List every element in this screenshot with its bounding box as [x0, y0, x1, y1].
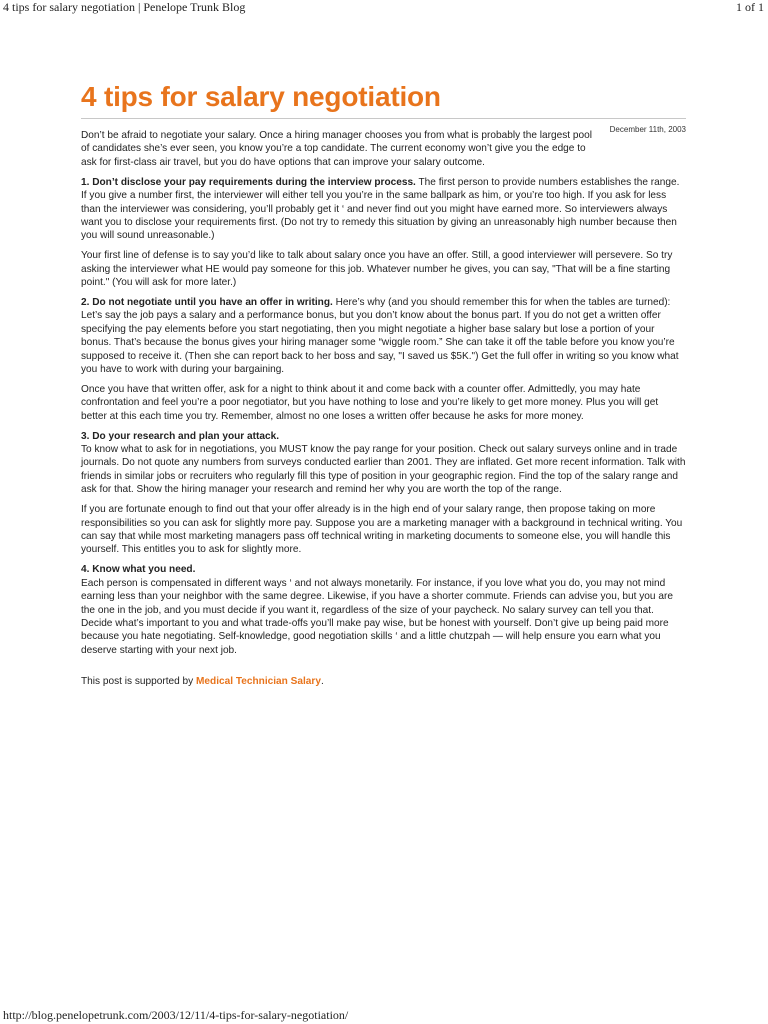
- article: [81, 80, 686, 695]
- tip-3-followup: If you are fortunate enough to find out that your offer already is in the high end of your salary range, then propose taking on more responsibilities so you can ask for slightly more pay. Suppose you are a marketing manager with a background in technical writing. You can say that while most marketing managers pass off technical writing in marketing documents to someone else, you will handle this yourself. This entitles you to ask for slightly more.: [81, 504, 683, 556]
- post-date: December 11th, 2003: [609, 125, 686, 134]
- post-title: 4 tips for salary negotiation: [81, 81, 441, 112]
- tip-1-paragraph: [81, 176, 686, 243]
- intro-paragraph: Don’t be afraid to negotiate your salary. Once a hiring manager chooses you from what is probably the largest pool of candidates she’s ever seen, you know you’re a top candidate. The current economy won’t give you the edge to ask for first-class air travel, but you do have options that can improve your salary outcome.: [81, 130, 592, 168]
- tip-3-paragraph: [81, 430, 686, 497]
- tip-2-followup: Once you have that written offer, ask for a night to think about it and come back with a counter offer. Admittedly, you may hate confrontation and feel you’re a poor negotiator, but you have nothing to lose and you’re likely to get more money. Plus you will get better at this each time you try. Remember, almost no one loses a written offer because he asks for more money.: [81, 383, 659, 422]
- spacer: [81, 664, 686, 675]
- tip-1-heading: 1. Don’t disclose your pay requirements during the interview process.: [81, 176, 416, 188]
- print-header: [0, 0, 768, 14]
- tip-2-text: Here’s why (and you should remember this for when the tables are turned): Let’s say the job pays a salary and a performance bonus, but you don’t know about the bonus part. If you do not get a written offer specifying the pay elements before you start negotiating, then you might negotiate a higher base salary but lose a portion of your bonus. That’s because the bonus gives your hiring manager some “wiggle room.” She can take it off the table before you know you’re supposed to receive it. (Then she can report back to her boss and say, "I saved us $5K.") Get the full offer in writing so you know what you have to work with during your bargaining.: [81, 296, 679, 375]
- sponsor-line: [81, 675, 686, 688]
- title-divider: [81, 118, 686, 119]
- sponsor-suffix: .: [320, 675, 324, 687]
- tip-4-heading: 4. Know what you need.: [81, 564, 196, 576]
- tip-4-paragraph: [81, 563, 686, 657]
- print-header-title: 4 tips for salary negotiation | Penelope Trunk Blog: [3, 0, 246, 14]
- tip-3-heading: 3. Do your research and plan your attack.: [81, 430, 280, 442]
- tip-3-text: To know what to ask for in negotiations, you MUST know the pay range for your position. Check out salary surveys online and in trade journals. Do not quote any numbers from surveys conducted earlier than 2001. They are inflated. Get more recent information. Talk with friends in similar jobs or recruiters who regularly fill this type of position in your geographic region. Find the top of the salary range and ask for that. Show the hiring manager your research and remind her why you are worth the top of the range.: [81, 444, 686, 496]
- tip-2-heading: 2. Do not negotiate until you have an offer in writing.: [81, 296, 333, 308]
- tip-2-paragraph: [81, 296, 686, 376]
- print-footer-url: http://blog.penelopetrunk.com/2003/12/11/4-tips-for-salary-negotiation/: [3, 1008, 349, 1022]
- tip-4-text: Each person is compensated in different ways ‘ and not always monetarily. For instance, if you love what you do, you may not mind earning less than your neighbor with the same degree. Likewise, if you have a shorter commute. Friends can advise you, but you are the one in the job, and you must decide if you want it, regardless of the size of your paycheck. No salary survey can tell you that. Decide what’s important to you and what trade-offs you’ll make pay wise, but be honest with yourself. Don’t give up being paid more because you hate negotiating. Self-knowledge, good negotiation skills ‘ and a little chutzpah — will help ensure you earn what you deserve starting with your next job.: [81, 577, 673, 656]
- sponsor-prefix: This post is supported by: [81, 675, 197, 687]
- sponsor-link[interactable]: Medical Technician Salary: [196, 675, 321, 687]
- print-header-page-number: 1 of 1: [736, 0, 764, 14]
- tip-1-followup: Your first line of defense is to say you’d like to talk about salary once you have an offer. Still, a good interviewer will persevere. So try asking the interviewer what HE would pay someone for this job. Whatever number he gives, you can say, "That will be a fine starting point." (You will ask for more later.): [81, 250, 673, 289]
- tip-1-text: The first person to provide numbers establishes the range. If you give a number first, the interviewer will either tell you you’re in the same ballpark as him, or you’re too high. If you ask for less than the interviewer was considering, you’ll probably get it ‘ and never find out you might have earned more. So interviewers always want you to disclose your requirements first. (Do not try to remedy this situation by giving an unreasonably high number because then you will sound unreasonable.): [81, 176, 680, 242]
- post-body: [81, 129, 686, 688]
